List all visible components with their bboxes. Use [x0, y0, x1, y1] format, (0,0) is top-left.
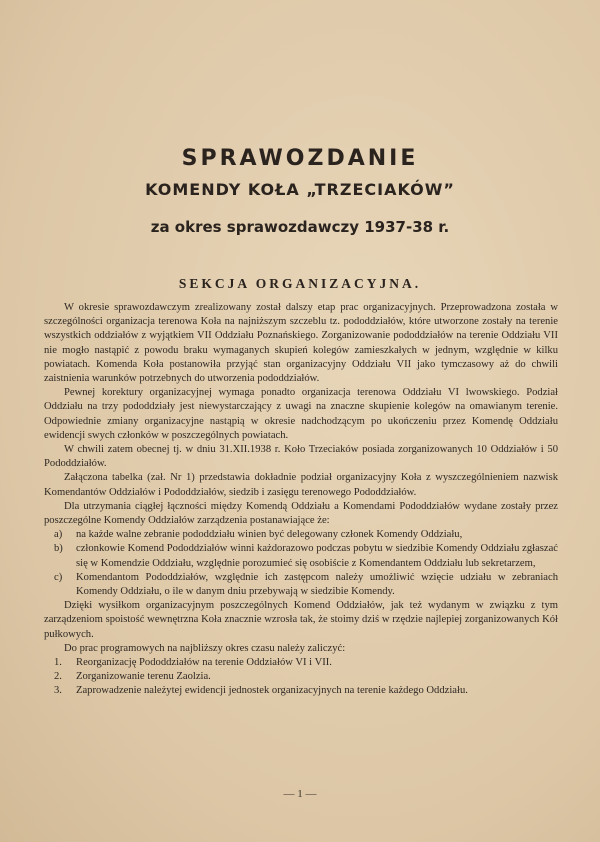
list-item	[44, 670, 558, 684]
reporting-period: za okres sprawozdawczy 1937-38 r.	[150, 218, 450, 236]
page-number: — 1 —	[283, 788, 317, 800]
list-item	[44, 656, 558, 670]
document-subtitle: KOMENDY KOŁA „TRZECIAKÓW”	[145, 180, 455, 199]
list-item-text: Zaprowadzenie należytej ewidencji jednostek organizacyjnych na terenie każdego Oddziału.	[76, 685, 468, 697]
list-item-text: Zorganizowanie terenu Zaolzia.	[76, 671, 211, 683]
paragraph: Pewnej korektury organizacyjnej wymaga ponadto organizacja terenowa Oddziału VI lwowskiego. Podział Oddziału na trzy pododdziały jest niewystarczający z uwagi na znaczne skupienie kolegów na omawianym terenie. Odpowiednie zmiany organizacyjne nastąpią w okresie nadchodzącym po ukończeniu przez Komendę Oddziału ewidencji swych członków w poszczególnych powiatach.	[44, 387, 558, 441]
list-marker: b)	[54, 543, 63, 555]
task-list	[44, 656, 558, 699]
paragraph: Załączona tabelka (zał. Nr 1) przedstawia dokładnie podział organizacyjny Koła z wyszczególnieniem nazwisk Komendantów Oddziałów i Pododdziałów, siedzib i zasięgu terenowego Pododdziałów.	[44, 472, 558, 498]
paragraph: Dzięki wysiłkom organizacyjnym poszczególnych Komend Oddziałów, jak też wydanym w związku z tym zarządzeniom spoistość wewnętrzna Koła znacznie wzrosła tak, że stoimy dziś w rzędzie najlepiej zorganizowanych Kół pułkowych.	[44, 600, 558, 640]
list-item-text: Reorganizację Pododdziałów na terenie Oddziałów VI i VII.	[76, 657, 332, 669]
list-item	[44, 571, 558, 599]
list-item-text: członkowie Komend Pododdziałów winni każdorazowo podczas pobytu w siedzibie Komendy Oddziału zgłaszać się w Komendzie Oddziału, względnie porozumieć się osobiście z Komendantem Oddziału lub sekretarzem,	[76, 543, 558, 569]
section-heading: SEKCJA ORGANIZACYJNA.	[178, 276, 422, 291]
list-item	[44, 684, 558, 698]
list-marker: 2.	[54, 671, 62, 683]
list-item-text: na każde walne zebranie pododdziału winien być delegowany członek Komendy Oddziału,	[76, 529, 463, 541]
paragraph: W chwili zatem obecnej tj. w dniu 31.XII.1938 r. Koło Trzeciaków posiada zorganizowanych 10 Oddziałów i 50 Pododdziałów.	[44, 444, 558, 470]
paragraph: W okresie sprawozdawczym zrealizowany został dalszy etap prac organizacyjnych. Przeprowadzona została w szczególności organizacja terenowa Koła na najniższym szczeblu tz. pododdziałów, które utworzone zostały na terenie wszystkich oddziałów z wyjątkiem VII Oddziału Poznańskiego. Zorganizowanie pododdziałów na terenie Oddziału VII nie mogło nastąpić z powodu braku wymaganych skupień kolegów zamieszkałych w jednym, względnie w kilku powiatach. Komenda Koła postanowiła przyjąć stan organizacyjny Oddziału VII jako tymczasowy aż do chwili zaistnienia warunków potrzebnych do utworzenia pododdziałów.	[44, 302, 558, 385]
decree-list	[44, 528, 558, 599]
paragraph: Do prac programowych na najbliższy okres czasu należy zaliczyć:	[64, 642, 346, 654]
list-item-text: Komendantom Pododdziałów, względnie ich zastępcom należy umożliwić wzięcie udziału w zebraniach Komendy Oddziału, o ile w danym dniu przebywają w siedzibie Komendy.	[76, 571, 558, 598]
list-item	[44, 542, 558, 570]
list-item	[44, 528, 558, 542]
paragraph: Dla utrzymania ciągłej łączności między Komendą Oddziału a Komendami Pododdziałów wydane zostały przez poszczególne Komendy Oddziałów zarządzenia postanawiające że:	[44, 500, 558, 527]
list-marker: c)	[54, 571, 63, 583]
list-marker: a)	[54, 529, 63, 541]
section-body	[44, 301, 558, 699]
document-title: SPRAWOZDANIE	[181, 146, 419, 171]
list-marker: 1.	[54, 657, 62, 669]
list-marker: 3.	[54, 685, 62, 697]
